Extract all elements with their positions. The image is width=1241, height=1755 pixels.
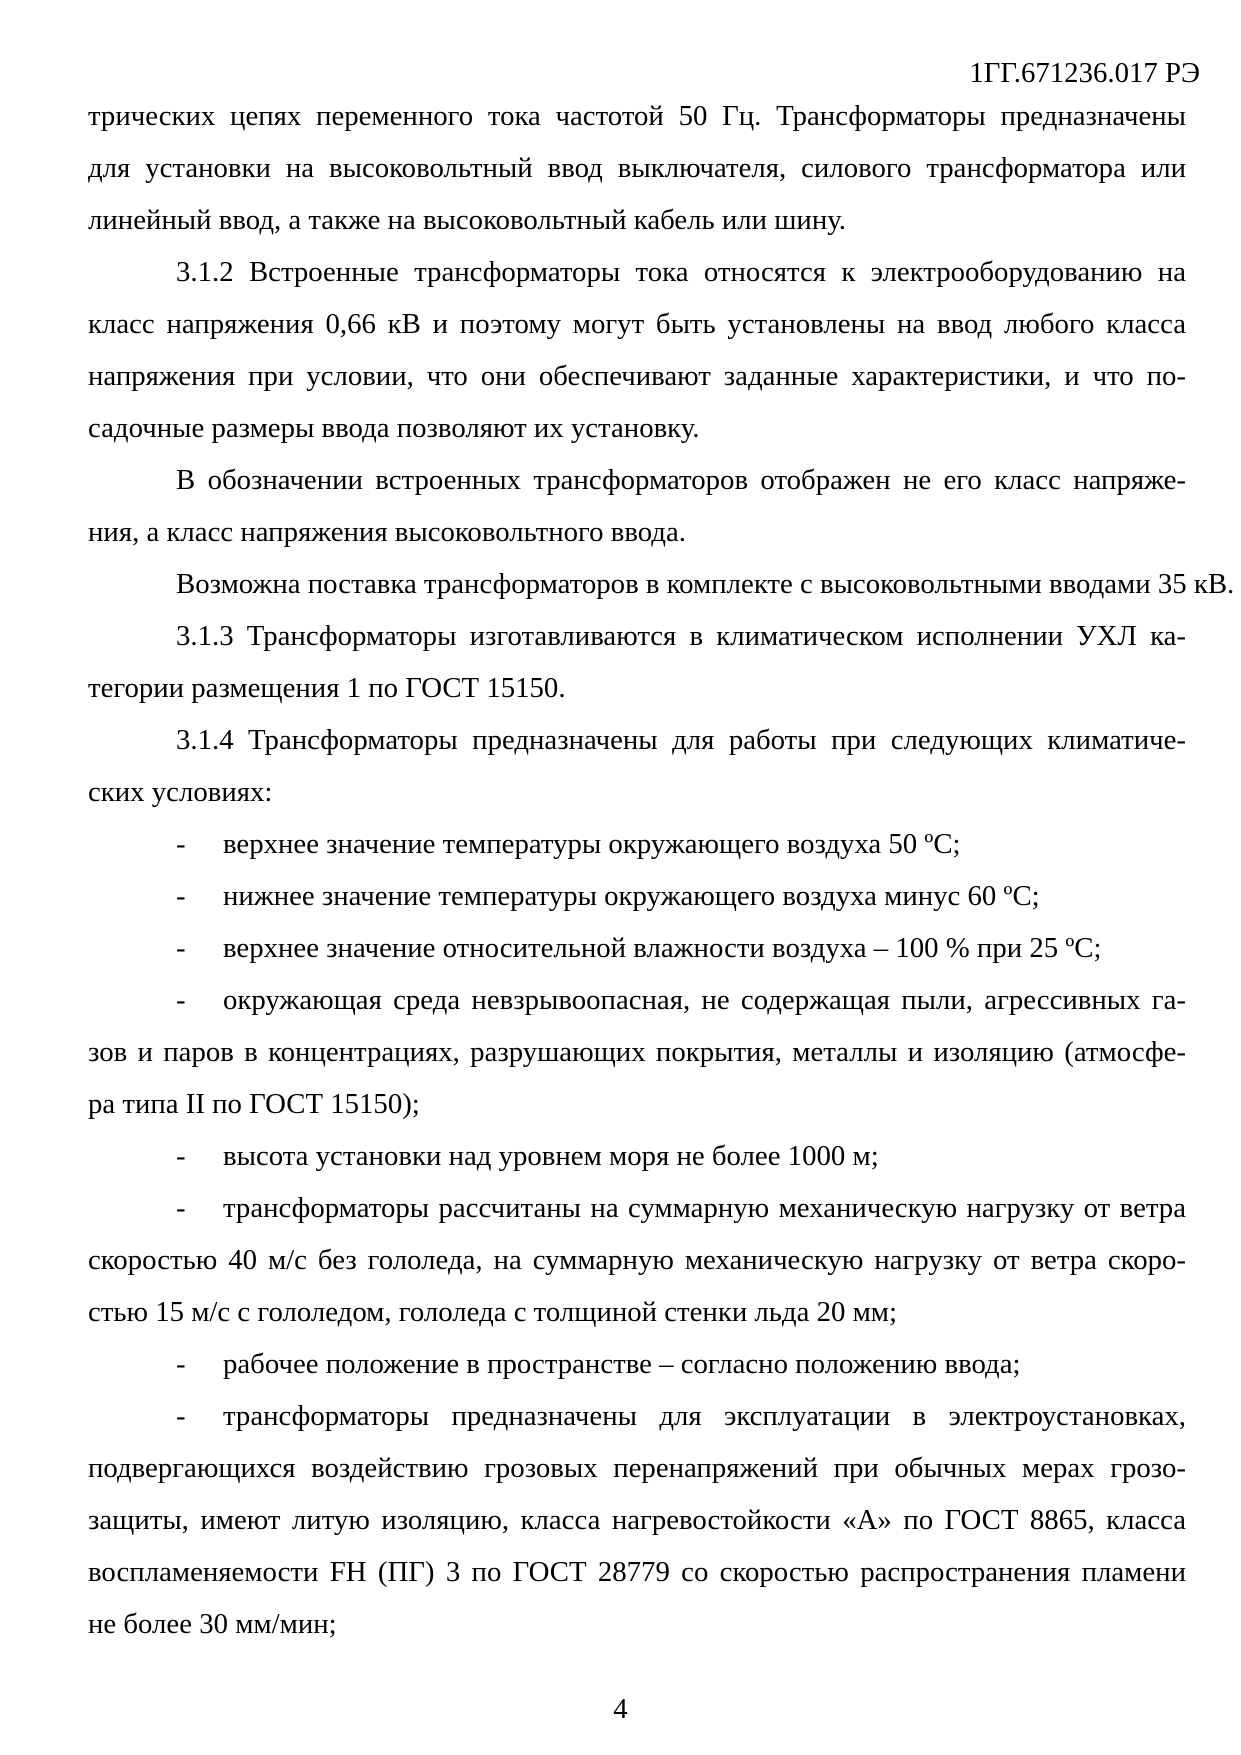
text-line: - трансформаторы рассчитаны на суммарную механическую нагрузку от ветра [88, 1182, 1186, 1234]
text-line: зов и паров в концентрациях, разрушающих покрытия, металлы и изоляцию (атмосфе- [88, 1036, 1186, 1068]
text-line: не более 30 мм/мин; [88, 1608, 337, 1640]
text-line: - нижнее значение температуры окружающего воздуха минус 60 ºС; [88, 870, 1186, 922]
document-code: 1ГГ.671236.017 РЭ [969, 57, 1200, 89]
list-dash: - [176, 880, 186, 912]
list-dash: - [176, 1192, 186, 1224]
list-dash: - [176, 932, 186, 964]
page-number: 4 [613, 1693, 628, 1725]
text-line: для установки на высоковольтный ввод выключателя, силового трансформатора или [88, 152, 1186, 184]
text-line: скоростью 40 м/с без гололеда, на суммарную механическую нагрузку от ветра скоро- [88, 1244, 1186, 1276]
text-line: защиты, имеют литую изоляцию, класса нагревостойкости «А» по ГОСТ 8865, класса [88, 1504, 1186, 1536]
text-line: линейный ввод, а также на высоковольтный кабель или шину. [88, 204, 846, 236]
text-line: садочные размеры ввода позволяют их установку. [88, 412, 700, 444]
text-line: - рабочее положение в пространстве – согласно положению ввода; [88, 1338, 1186, 1390]
text-line: - окружающая среда невзрывоопасная, не содержащая пыли, агрессивных га- [88, 974, 1186, 1026]
text-line: стью 15 м/с с гололедом, гололеда с толщиной стенки льда 20 мм; [88, 1296, 898, 1328]
text-line: 3.1.3 Трансформаторы изготавливаются в климатическом исполнении УХЛ ка- [176, 620, 1186, 652]
text-line: тегории размещения 1 по ГОСТ 15150. [88, 672, 566, 704]
text-line: - верхнее значение относительной влажности воздуха – 100 % при 25 ºС; [88, 922, 1186, 974]
text-line: ния, а класс напряжения высоковольтного ввода. [88, 516, 686, 548]
text-line: 3.1.2 Встроенные трансформаторы тока относятся к электрооборудованию на [176, 256, 1186, 288]
list-dash: - [176, 984, 186, 1016]
list-dash: - [176, 1140, 186, 1172]
list-dash: - [176, 828, 186, 860]
text-line: трических цепях переменного тока частотой 50 Гц. Трансформаторы предназначены [88, 100, 1186, 132]
text-line: 3.1.4 Трансформаторы предназначены для работы при следующих климатиче- [176, 724, 1186, 756]
text-line: подвергающихся воздействию грозовых перенапряжений при обычных мерах грозо- [88, 1452, 1186, 1484]
list-dash: - [176, 1348, 186, 1380]
list-dash: - [176, 1400, 186, 1432]
text-line: В обозначении встроенных трансформаторов отображен не его класс напряже- [176, 464, 1186, 496]
text-line: напряжения при условии, что они обеспечивают заданные характеристики, и что по- [88, 360, 1186, 392]
text-line: ских условиях: [88, 776, 273, 808]
text-line: - верхнее значение температуры окружающего воздуха 50 ºС; [88, 818, 1186, 870]
text-line: - высота установки над уровнем моря не более 1000 м; [88, 1130, 1186, 1182]
text-line: воспламеняемости FH (ПГ) 3 по ГОСТ 28779 со скоростью распространения пламени [88, 1556, 1186, 1588]
text-line: Возможна поставка трансформаторов в комплекте с высоковольтными вводами 35 кВ. [176, 568, 1235, 600]
text-line: ра типа II по ГОСТ 15150); [88, 1088, 420, 1120]
text-line: - трансформаторы предназначены для эксплуатации в электроустановках, [88, 1390, 1186, 1442]
document-body [88, 90, 1235, 1650]
text-line: класс напряжения 0,66 кВ и поэтому могут быть установлены на ввод любого класса [88, 308, 1186, 340]
